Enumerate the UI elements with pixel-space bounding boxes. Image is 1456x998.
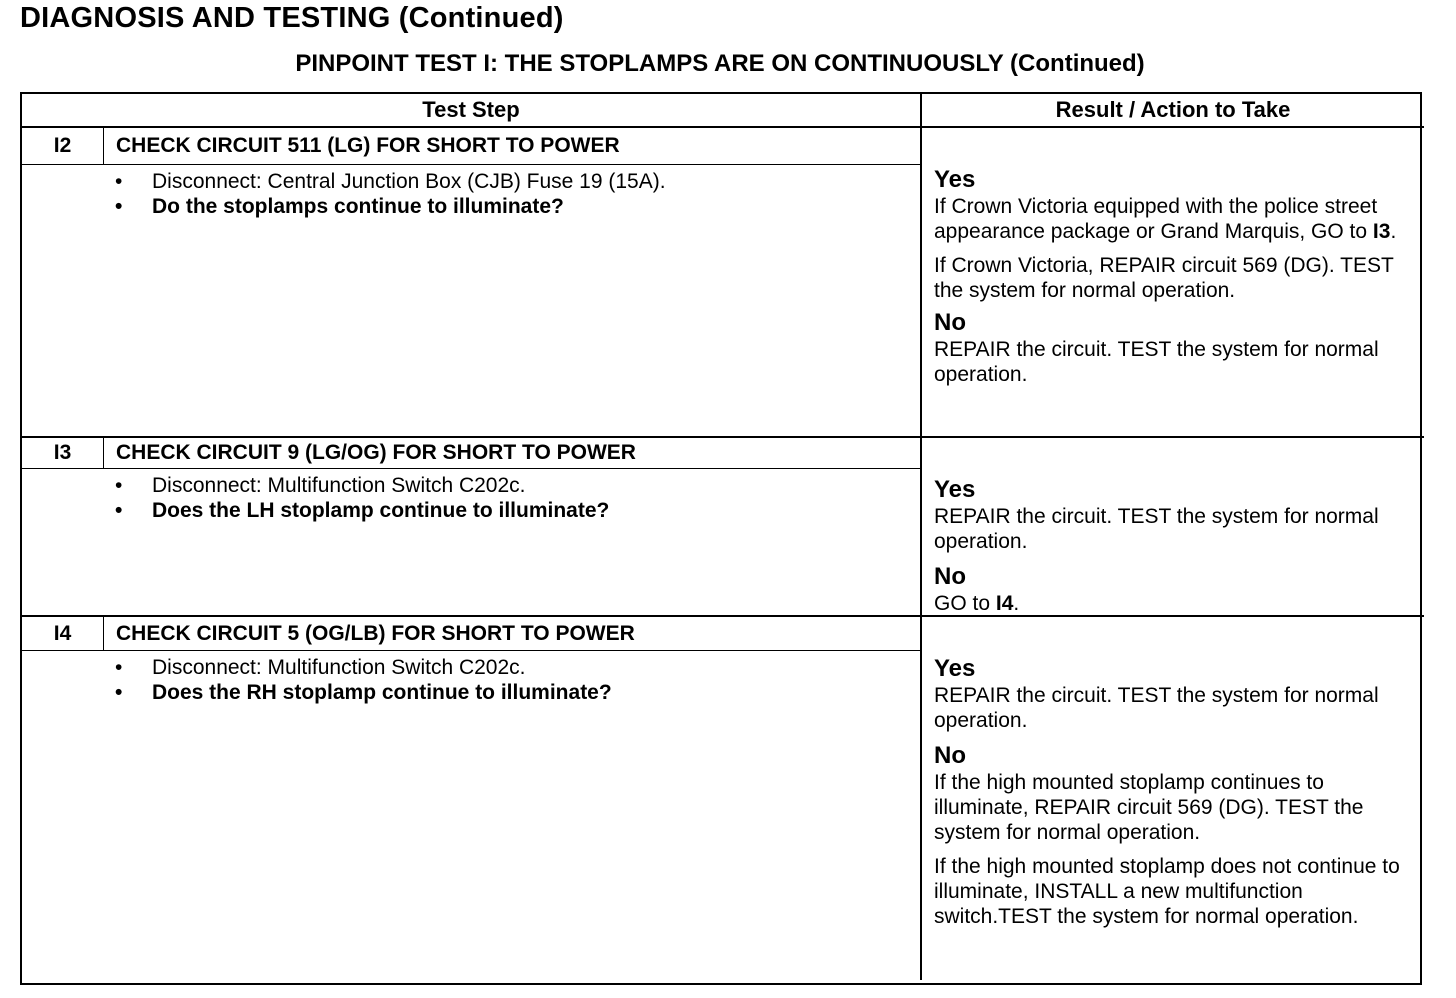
- test-table: [20, 92, 1422, 985]
- result-i4: [922, 617, 1424, 980]
- yes-action: If Crown Victoria equipped with the police street appearance package or Grand Marquis, GO to I3.: [934, 195, 1397, 243]
- no-action-alt: If the high mounted stoplamp does not continue to illuminate, INSTALL a new multifunction switch.TEST the system for normal operation.: [934, 855, 1400, 928]
- pinpoint-test-title: PINPOINT TEST I: THE STOPLAMPS ARE ON CONTINUOUSLY (Continued): [295, 50, 1145, 77]
- step-title-i2: CHECK CIRCUIT 511 (LG) FOR SHORT TO POWER: [104, 128, 922, 165]
- step-reference: I3: [1372, 220, 1391, 243]
- yes-action: REPAIR the circuit. TEST the system for normal operation.: [934, 505, 1379, 553]
- step-title-i4: CHECK CIRCUIT 5 (OG/LB) FOR SHORT TO POWER: [104, 617, 922, 651]
- step-body-i3: [22, 469, 922, 617]
- step-instruction: • Disconnect: Multifunction Switch C202c.: [115, 655, 920, 680]
- step-question: • Does the LH stoplamp continue to illuminate?: [115, 498, 920, 523]
- yes-label: Yes: [934, 476, 976, 503]
- yes-label: Yes: [934, 166, 976, 193]
- column-header-result: Result / Action to Take: [922, 94, 1424, 128]
- no-label: No: [934, 742, 966, 769]
- page-title: DIAGNOSIS AND TESTING (Continued): [20, 2, 564, 34]
- step-question: • Does the RH stoplamp continue to illuminate?: [115, 680, 920, 705]
- step-question: • Do the stoplamps continue to illuminate?: [115, 194, 920, 219]
- step-id-i3: I3: [22, 438, 104, 469]
- result-i2: [922, 128, 1424, 438]
- step-instruction: • Disconnect: Multifunction Switch C202c.: [115, 473, 920, 498]
- column-header-test-step: Test Step: [22, 94, 922, 128]
- result-i3: [922, 438, 1424, 617]
- step-instruction: • Disconnect: Central Junction Box (CJB) Fuse 19 (15A).: [115, 169, 920, 194]
- step-reference: I4: [995, 592, 1014, 615]
- no-action: GO to I4.: [934, 592, 1020, 615]
- step-id-i2: I2: [22, 128, 104, 165]
- step-title-i3: CHECK CIRCUIT 9 (LG/OG) FOR SHORT TO POWER: [104, 438, 922, 469]
- no-action: If the high mounted stoplamp continues to illuminate, REPAIR circuit 569 (DG). TEST the system for normal operation.: [934, 771, 1364, 844]
- step-body-i4: [22, 651, 922, 980]
- step-body-i2: [22, 165, 922, 438]
- yes-action: REPAIR the circuit. TEST the system for normal operation.: [934, 684, 1379, 732]
- no-action: REPAIR the circuit. TEST the system for normal operation.: [934, 338, 1379, 386]
- no-label: No: [934, 309, 966, 336]
- yes-action-alt: If Crown Victoria, REPAIR circuit 569 (DG). TEST the system for normal operation.: [934, 254, 1394, 302]
- no-label: No: [934, 563, 966, 590]
- yes-label: Yes: [934, 655, 976, 682]
- step-id-i4: I4: [22, 617, 104, 651]
